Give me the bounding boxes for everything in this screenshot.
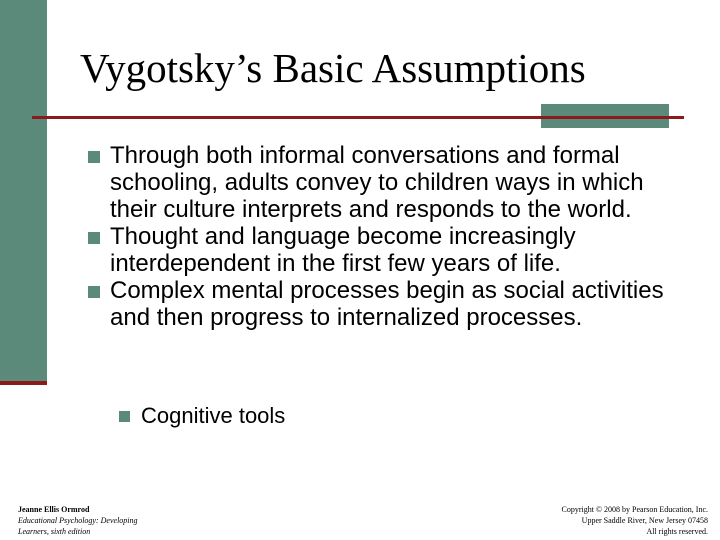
footer-author: Jeanne Ellis Ormrod — [18, 505, 90, 514]
bullet-list — [84, 142, 694, 331]
footer-book-info — [18, 504, 138, 537]
title-divider — [32, 116, 684, 119]
footer-copyright — [562, 504, 709, 537]
footer-book-line1: Educational Psychology: Developing — [18, 516, 138, 525]
footer-copyright-line2: Upper Saddle River, New Jersey 07458 — [581, 516, 708, 525]
slide-title: Vygotsky’s Basic Assumptions — [80, 45, 586, 91]
footer-copyright-line3: All rights reserved. — [646, 527, 708, 536]
bullet-text: Thought and language become increasingly interdependent in the first few years of life. — [110, 223, 576, 277]
square-bullet-icon — [88, 232, 100, 244]
footer-book-line2: Learners, sixth edition — [18, 527, 91, 536]
sub-bullet-item — [119, 402, 285, 429]
square-bullet-icon — [88, 286, 100, 298]
left-accent-bar-edge — [0, 381, 47, 385]
bullet-item — [84, 142, 694, 223]
left-accent-bar — [0, 0, 47, 384]
bullet-text: Complex mental processes begin as social activities and then progress to internalized processes. — [110, 277, 664, 331]
bullet-text: Through both informal conversations and formal schooling, adults convey to children ways in which their culture interprets and responds to the world. — [110, 142, 644, 223]
square-bullet-icon — [119, 411, 130, 422]
bullet-item — [84, 223, 694, 277]
square-bullet-icon — [88, 151, 100, 163]
sub-bullet-text: Cognitive tools — [141, 403, 286, 428]
bullet-item — [84, 277, 694, 331]
footer-copyright-line1: Copyright © 2008 by Pearson Education, Inc. — [561, 505, 708, 514]
